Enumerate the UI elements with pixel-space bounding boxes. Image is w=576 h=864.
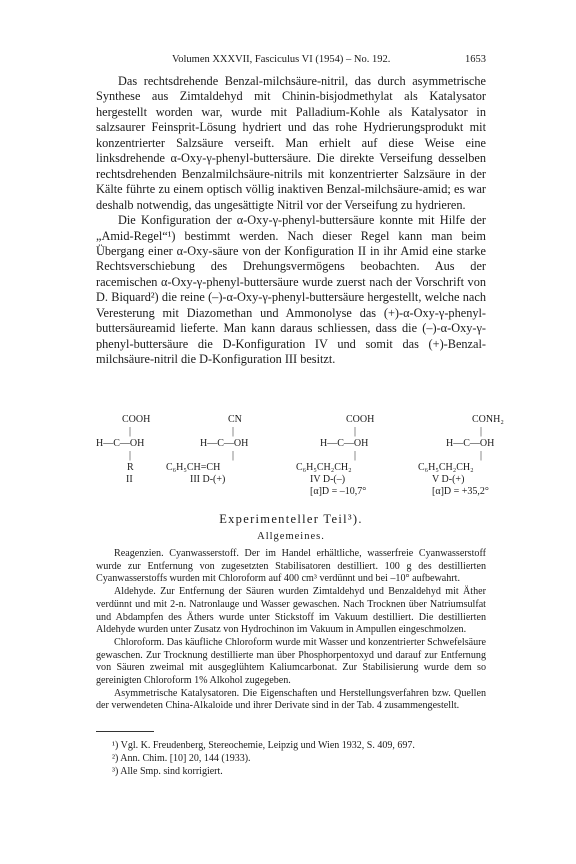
paragraph: Asymmetrische Katalysatoren. Die Eigenschaften und Herstellungsverfahren bzw. Quellen der verwendeten China-Alkaloide und ihrer Derivate sind in der Tab. 4 zusammengestellt. [96,687,486,712]
journal-citation: Volumen XXXVII, Fasciculus VI (1954) – No. 192. [172,54,391,65]
paragraph: Aldehyde. Zur Entfernung der Säuren wurden Zimtaldehyd und Benzaldehyd mit Äther verdünnt und mit 2-n. Natronlauge und Wasser gewaschen. Nach Trocknen über Natriumsulfat und Abdampfen des Äthers wurde unter Stickstoff im Vakuum destilliert. Die destillierten Aldehyde wurden unter Zusatz von Hydrochinon im Vakuum in Ampullen eingeschmolzen. [96,586,486,636]
paragraph: Das rechtsdrehende Benzal-milchsäure-nitril, das durch asymmetrische Synthese aus Zimtaldehyd mit Chinin-bisjodmethylat als Katalysator hergestellt worden war, wurde mit Palladium-Kohle als Katalysator in salzsaurer Feinsprit-Lösung hydriert und das rohe Hydrierungsprodukt mit konzentrierter Salzsäure verseift. Man erhielt auf diese Weise eine linksdrehende α-Oxy-γ-phenyl-buttersäure. Die direkte Verseifung desselben rechtsdrehenden Benzalmilchsäure-nitrils mit konzentrierter Salzsäure in der Kälte führte zu einem optisch völlig inaktiven Benzal-milchsäure-amid; es war deshalb notwendig, das ungesättigte Nitril vor der Verseifung zu hydrieren. [96,74,486,212]
body-text [96,74,486,368]
experimental-text [96,548,486,713]
formula-iii: CN | H—C—OH | C₆H₅CH=CH III D-(+) [166,414,249,485]
formula-iv: COOH | H—C—OH | C₆H₅CH₂CH₂ IV D-(–) [α]D = –10,7° [296,414,375,497]
structure-formulas [96,414,506,514]
footnote: ³) Alle Smp. sind korrigiert. [112,766,223,777]
formula-v: CONH₂ | H—C—OH | C₆H₅CH₂CH₂ V D-(+) [α]D = +35,2° [418,414,504,497]
page-number: 1653 [465,54,486,65]
subsection-heading: Allgemeines. [257,531,325,542]
paragraph: Chloroform. Das käufliche Chloroform wurde mit Wasser und konzentrierter Schwefelsäure gewaschen. Zur Trocknung destillierte man über Phosphorpentoxyd und darauf zur Entfernung von Säuren zweimal mit ausgeglühtem Kaliumcarbonat. Zur Stabilisierung wurde dem so gereinigten Chloroform 1% Alkohol zugegeben. [96,636,486,687]
footnote-rule [96,731,154,732]
footnote: ¹) Vgl. K. Freudenberg, Stereochemie, Leipzig und Wien 1932, S. 409, 697. [112,740,415,751]
footnotes [112,739,492,778]
paragraph: Reagenzien. Cyanwasserstoff. Der im Handel erhältliche, wasserfreie Cyanwasserstoff wurde zur Entfernung von zugesetzten Stabilisatoren destilliert. 100 g des destillierten Cyanwasserstoffs wurden mit Chloroform auf 400 cm³ verdünnt und bei –10° aufbewahrt. [96,548,486,585]
formula-ii: COOH | H—C—OH | R II [96,414,151,485]
paragraph: Die Konfiguration der α-Oxy-γ-phenyl-buttersäure konnte mit Hilfe der „Amid-Regel“¹) bestimmt werden. Nach dieser Regel kann man beim Übergang einer α-Oxy-säure von der Konfiguration II in ihr Amid eine starke Rechtsverschiebung des Drehungsvermögens beobachten. Aus der racemischen α-Oxy-γ-phenyl-buttersäure wurde zuerst nach der Vorschrift von D. Biquard²) die reine (–)-α-Oxy-γ-phenyl-buttersäure hergestellt, welche nach Veresterung mit Diazomethan und Ammonolyse das (+)-α-Oxy-γ-phenyl-buttersäureamid lieferte. Man kann daraus schliessen, dass die (–)-α-Oxy-γ-phenyl-buttersäure die D-Konfiguration IV und somit das (+)-Benzal-milchsäure-nitril die D-Konfiguration III besitzt. [96,213,486,367]
footnote: ²) Ann. Chim. [10] 20, 144 (1933). [112,753,251,764]
section-heading: Experimenteller Teil³). [219,512,363,526]
